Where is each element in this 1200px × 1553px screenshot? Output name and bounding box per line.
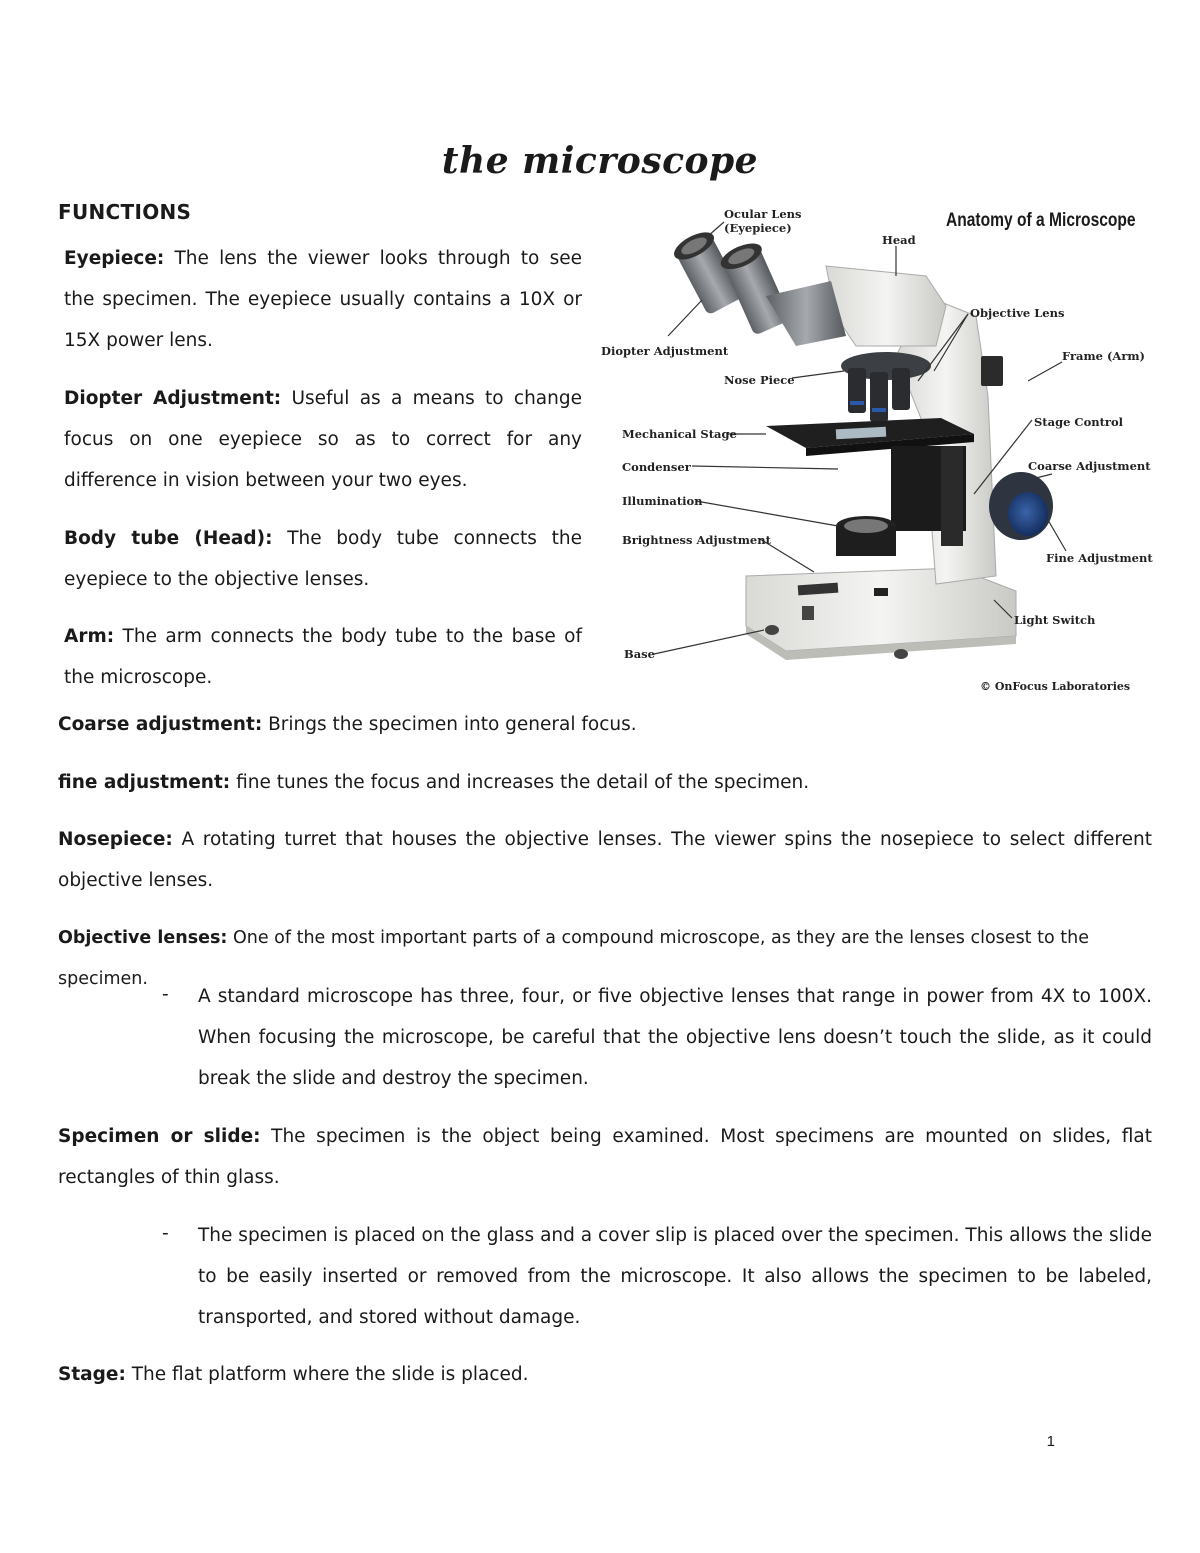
label-fine-adjustment: Fine Adjustment — [1046, 551, 1153, 565]
label-ocular-sub: (Eyepiece) — [724, 221, 792, 235]
objective-bullet: A standard microscope has three, four, or five objective lenses that range in power from 4X to 100X. When focusing the microscope, be careful that the objective lens doesn’t touch the slide, as it could break the slide and destroy the specimen. — [198, 986, 1152, 1089]
page-title: the microscope — [441, 140, 759, 182]
page-number: 1 — [1046, 1433, 1055, 1450]
coarse-text: Brings the specimen into general focus. — [262, 714, 637, 735]
stage-text: The flat platform where the slide is placed. — [125, 1364, 529, 1385]
eyepiece-text: The lens the viewer looks through to see the specimen. The eyepiece usually contains a 10X or 15X power lens. — [64, 248, 582, 351]
coarse-term: Coarse adjustment: — [58, 714, 263, 735]
stage-paragraph — [58, 1354, 1152, 1395]
label-head: Head — [882, 233, 916, 247]
label-light-switch: Light Switch — [1014, 613, 1096, 627]
fine-text: fine tunes the focus and increases the detail of the specimen. — [230, 772, 810, 793]
eyepiece-paragraph — [64, 238, 582, 361]
bullet-dash: - — [162, 1223, 169, 1244]
figure-credit: © OnFocus Laboratories — [980, 680, 1131, 693]
arm-paragraph — [64, 616, 582, 698]
label-coarse-adjustment: Coarse Adjustment — [1028, 459, 1151, 473]
specimen-term: Specimen or slide: — [58, 1126, 261, 1147]
objective-term: Objective lenses: — [58, 928, 228, 948]
functions-heading: FUNCTIONS — [58, 200, 192, 224]
fine-paragraph — [58, 762, 1152, 803]
diopter-term: Diopter Adjustment: — [64, 388, 282, 409]
eyepiece-term: Eyepiece: — [64, 248, 165, 269]
label-ocular-lens: Ocular Lens — [724, 207, 802, 221]
nosepiece-term: Nosepiece: — [58, 829, 173, 850]
label-nose-piece: Nose Piece — [724, 373, 795, 387]
label-objective-lens: Objective Lens — [970, 306, 1065, 320]
diopter-text: Useful as a means to change focus on one eyepiece so as to correct for any difference in vision between your two eyes. — [64, 388, 582, 491]
label-frame-arm: Frame (Arm) — [1062, 349, 1145, 363]
specimen-paragraph — [58, 1116, 1152, 1198]
specimen-bullet: The specimen is placed on the glass and a cover slip is placed over the specimen. This allows the slide to be easily inserted or removed from the microscope. It also allows the specimen to be labeled, transported, and stored without damage. — [198, 1225, 1152, 1328]
objective-text: One of the most important parts of a compound microscope, as they are the lenses closest to the specimen. — [58, 928, 1089, 989]
label-condenser: Condenser — [622, 460, 691, 474]
label-mechanical-stage: Mechanical Stage — [622, 427, 737, 441]
label-base: Base — [624, 647, 655, 661]
specimen-text: The specimen is the object being examined. Most specimens are mounted on slides, flat rectangles of thin glass. — [58, 1126, 1152, 1188]
figure-title: Anatomy of a Microscope — [946, 210, 1136, 231]
body-tube-text: The body tube connects the eyepiece to the objective lenses. — [64, 528, 582, 590]
label-stage-control: Stage Control — [1034, 415, 1124, 429]
arm-term: Arm: — [64, 626, 115, 647]
nosepiece-paragraph — [58, 819, 1152, 901]
coarse-paragraph — [58, 704, 1152, 745]
label-diopter-adjustment: Diopter Adjustment — [601, 344, 729, 358]
microscope-figure — [596, 196, 1156, 706]
bullet-dash: - — [162, 984, 169, 1005]
fine-term: fine adjustment: — [58, 772, 231, 793]
body-tube-term: Body tube (Head): — [64, 528, 273, 549]
body-tube-paragraph — [64, 518, 582, 600]
label-illumination: Illumination — [622, 494, 703, 508]
stage-term: Stage: — [58, 1364, 126, 1385]
microscope-illustration — [596, 196, 1156, 706]
label-brightness-adjustment: Brightness Adjustment — [622, 533, 771, 547]
nosepiece-text: A rotating turret that houses the objective lenses. The viewer spins the nosepiece to select different objective lenses. — [58, 829, 1152, 891]
arm-text: The arm connects the body tube to the base of the microscope. — [64, 626, 582, 688]
diopter-paragraph — [64, 378, 582, 501]
